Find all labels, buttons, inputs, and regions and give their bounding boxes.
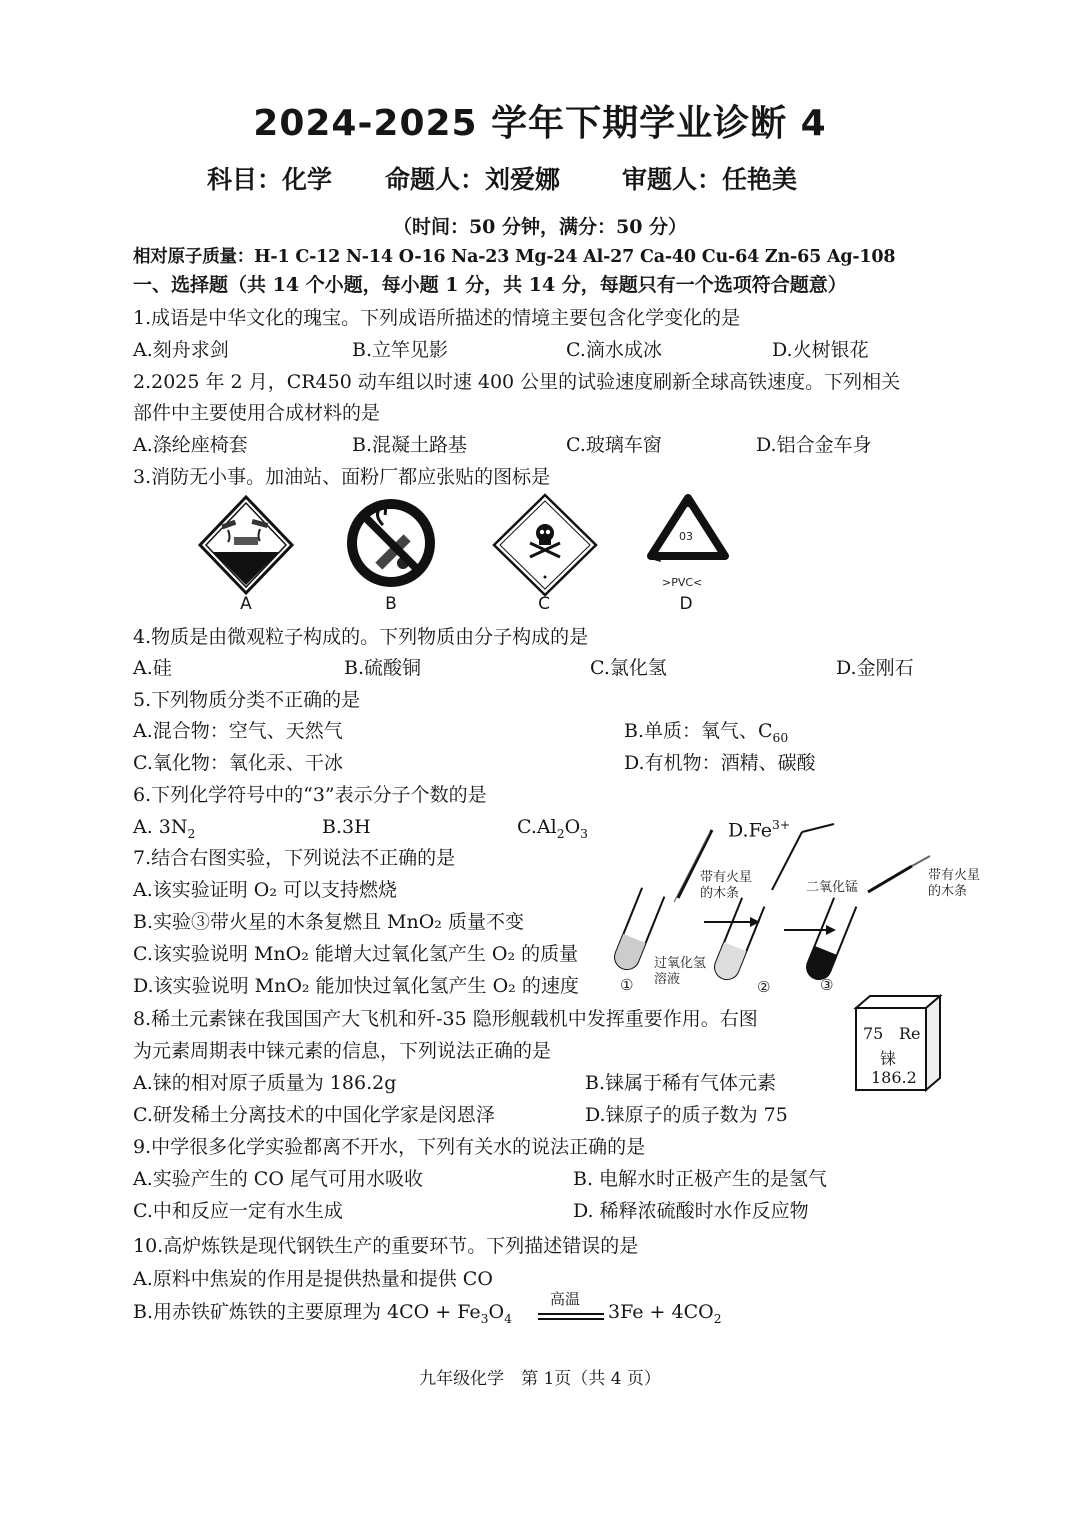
q7-option-d: D.该实验说明 MnO₂ 能加快过氧化氢产生 O₂ 的速度: [133, 975, 579, 997]
q10-option-a: A.原料中焦炭的作用是提供热量和提供 CO: [133, 1268, 493, 1290]
q1-stem: 1.成语是中华文化的瑰宝。下列成语所描述的情境主要包含化学变化的是: [133, 307, 741, 329]
element-number: 75: [863, 1024, 884, 1043]
q6-c-text2: O: [564, 816, 581, 838]
q6-option-c: [517, 814, 588, 847]
q8-option-d: D.铼原子的质子数为 75: [585, 1104, 788, 1126]
q9-option-c: C.中和反应一定有水生成: [133, 1200, 343, 1222]
q10-reaction-condition: 高温: [550, 1290, 581, 1308]
q2-option-d: D.铝合金车身: [756, 434, 872, 456]
q7-option-b: B.实验③带火星的木条复燃且 MnO₂ 质量不变: [133, 911, 524, 933]
q6-c-sub2: 3: [580, 826, 588, 841]
q2-stem-line1: 2.2025 年 2 月，CR450 动车组以时速 400 公里的试验速度刷新全球高铁速度。下列相关: [133, 371, 901, 393]
q10-option-b: [133, 1299, 512, 1332]
q3-label-c: C: [538, 594, 550, 614]
q6-a-text: A. 3N: [133, 816, 188, 838]
q5-option-a: A.混合物：空气、天然气: [133, 720, 343, 742]
q2-stem-line2: 部件中主要使用合成材料的是: [133, 402, 381, 424]
page-title: 2024-2025 学年下期学业诊断 4: [253, 103, 827, 144]
q3-label-a: A: [240, 594, 252, 614]
q8-stem-line2: 为元素周期表中铼元素的信息，下列说法正确的是: [133, 1040, 552, 1062]
tube-number-1: ①: [620, 976, 634, 994]
q5-stem: 5.下列物质分类不正确的是: [133, 689, 361, 711]
page-footer: 九年级化学 第 1页（共 4 页）: [419, 1369, 661, 1389]
q8-stem-line1: 8.稀土元素铼在我国国产大飞机和歼-35 隐形舰载机中发挥重要作用。右图: [133, 1008, 758, 1030]
no-smoking-sign-icon: [343, 495, 439, 595]
q9-stem: 9.中学很多化学实验都离不开水，下列有关水的说法正确的是: [133, 1136, 646, 1158]
q10-b-sub1: 3: [480, 1311, 489, 1326]
corrosive-sign-icon: [198, 495, 294, 599]
q9-option-d: D. 稀释浓硫酸时水作反应物: [573, 1200, 809, 1222]
q9-option-a: A.实验产生的 CO 尾气可用水吸收: [133, 1168, 423, 1190]
q5-option-c: C.氧化物：氧化汞、干冰: [133, 752, 343, 774]
q1-option-c: C.滴水成冰: [566, 339, 662, 361]
q10-b-text2: O: [488, 1301, 505, 1323]
q10-b-text1: B.用赤铁矿炼铁的主要原理为 4CO + Fe: [133, 1301, 481, 1323]
q7-stem: 7.结合右图实验，下列说法不正确的是: [133, 847, 456, 869]
q1-option-d: D.火树银花: [772, 339, 869, 361]
q6-stem: 6.下列化学符号中的“3”表示分子个数的是: [133, 784, 487, 806]
recycle-number: 03: [679, 530, 693, 543]
q4-option-d: D.金刚石: [836, 657, 914, 679]
q7-option-c: C.该实验说明 MnO₂ 能增大过氧化氢产生 O₂ 的质量: [133, 943, 579, 965]
q6-d-sup: 3+: [771, 818, 791, 832]
toxic-sign-icon: [492, 493, 598, 601]
q3-stem: 3.消防无小事。加油站、面粉厂都应张贴的图标是: [133, 466, 551, 488]
fig-label-splint-3: 带有火星的木条: [928, 868, 981, 899]
q7-option-a: A.该实验证明 O₂ 可以支持燃烧: [133, 879, 398, 901]
time-info: （时间：50 分钟，满分：50 分）: [392, 216, 688, 238]
recycle-code: >PVC<: [662, 576, 703, 589]
q8-option-b: B.铼属于稀有气体元素: [585, 1072, 777, 1094]
q4-stem: 4.物质是由微观粒子构成的。下列物质由分子构成的是: [133, 626, 589, 648]
q10-option-b-products: [608, 1299, 722, 1332]
q3-label-d: D: [679, 594, 693, 614]
q10-b-sub2: 4: [504, 1311, 512, 1326]
q8-option-a: A.铼的相对原子质量为 186.2g: [133, 1072, 397, 1094]
element-mass: 186.2: [871, 1068, 917, 1087]
recycle-pvc-icon: [643, 492, 733, 566]
q6-option-b: B.3H: [322, 816, 371, 838]
element-symbol: Re: [899, 1024, 921, 1043]
q2-option-a: A.涤纶座椅套: [133, 434, 248, 456]
q2-option-b: B.混凝土路基: [352, 434, 468, 456]
q3-label-b: B: [385, 594, 397, 614]
section-heading: 一、选择题（共 14 个小题，每小题 1 分，共 14 分，每题只有一个选项符合题意）: [133, 274, 847, 296]
q6-option-a: [133, 814, 195, 847]
q8-option-c: C.研发稀土分离技术的中国化学家是闵恩泽: [133, 1104, 495, 1126]
author-label: 命题人：刘爱娜: [385, 165, 561, 194]
q4-option-a: A.硅: [133, 657, 172, 679]
q10-b-text3: 3Fe + 4CO: [608, 1301, 714, 1323]
fig-label-h2o2: 过氧化氢溶液: [654, 956, 707, 987]
q9-option-b: B. 电解水时正极产生的是氢气: [573, 1168, 828, 1190]
subject-label: 科目：化学: [207, 165, 333, 194]
q5-option-b: [624, 718, 788, 751]
q4-option-b: B.硫酸铜: [344, 657, 422, 679]
q5-option-b-sub: 60: [772, 730, 789, 745]
q6-d-text: D.Fe: [728, 819, 772, 842]
q1-option-b: B.立竿见影: [352, 339, 449, 361]
q6-a-sub: 2: [187, 826, 196, 841]
q4-option-c: C.氯化氢: [590, 657, 667, 679]
reviewer-label: 审题人：任艳美: [622, 165, 798, 194]
tube-number-3: ③: [820, 976, 834, 994]
q6-c-text1: C.Al: [517, 816, 557, 838]
tube-number-2: ②: [757, 978, 771, 996]
q5-option-d: D.有机物：酒精、碳酸: [624, 752, 816, 774]
q6-c-sub1: 2: [556, 826, 565, 841]
q2-option-c: C.玻璃车窗: [566, 434, 662, 456]
q1-option-a: A.刻舟求剑: [133, 339, 229, 361]
element-name: 铼: [880, 1049, 897, 1068]
fig-label-splint-1: 带有火星的木条: [700, 870, 753, 901]
fig-label-mno2: 二氧化锰: [806, 880, 859, 895]
q10-b-sub3: 2: [713, 1311, 722, 1326]
atomic-masses: 相对原子质量：H-1 C-12 N-14 O-16 Na-23 Mg-24 Al-27 Ca-40 Cu-64 Zn-65 Ag-108: [133, 247, 896, 267]
reaction-equals-sign: [538, 1307, 604, 1326]
q10-stem: 10.高炉炼铁是现代钢铁生产的重要环节。下列描述错误的是: [133, 1235, 639, 1257]
q5-option-b-text: B.单质：氧气、C: [624, 720, 773, 742]
